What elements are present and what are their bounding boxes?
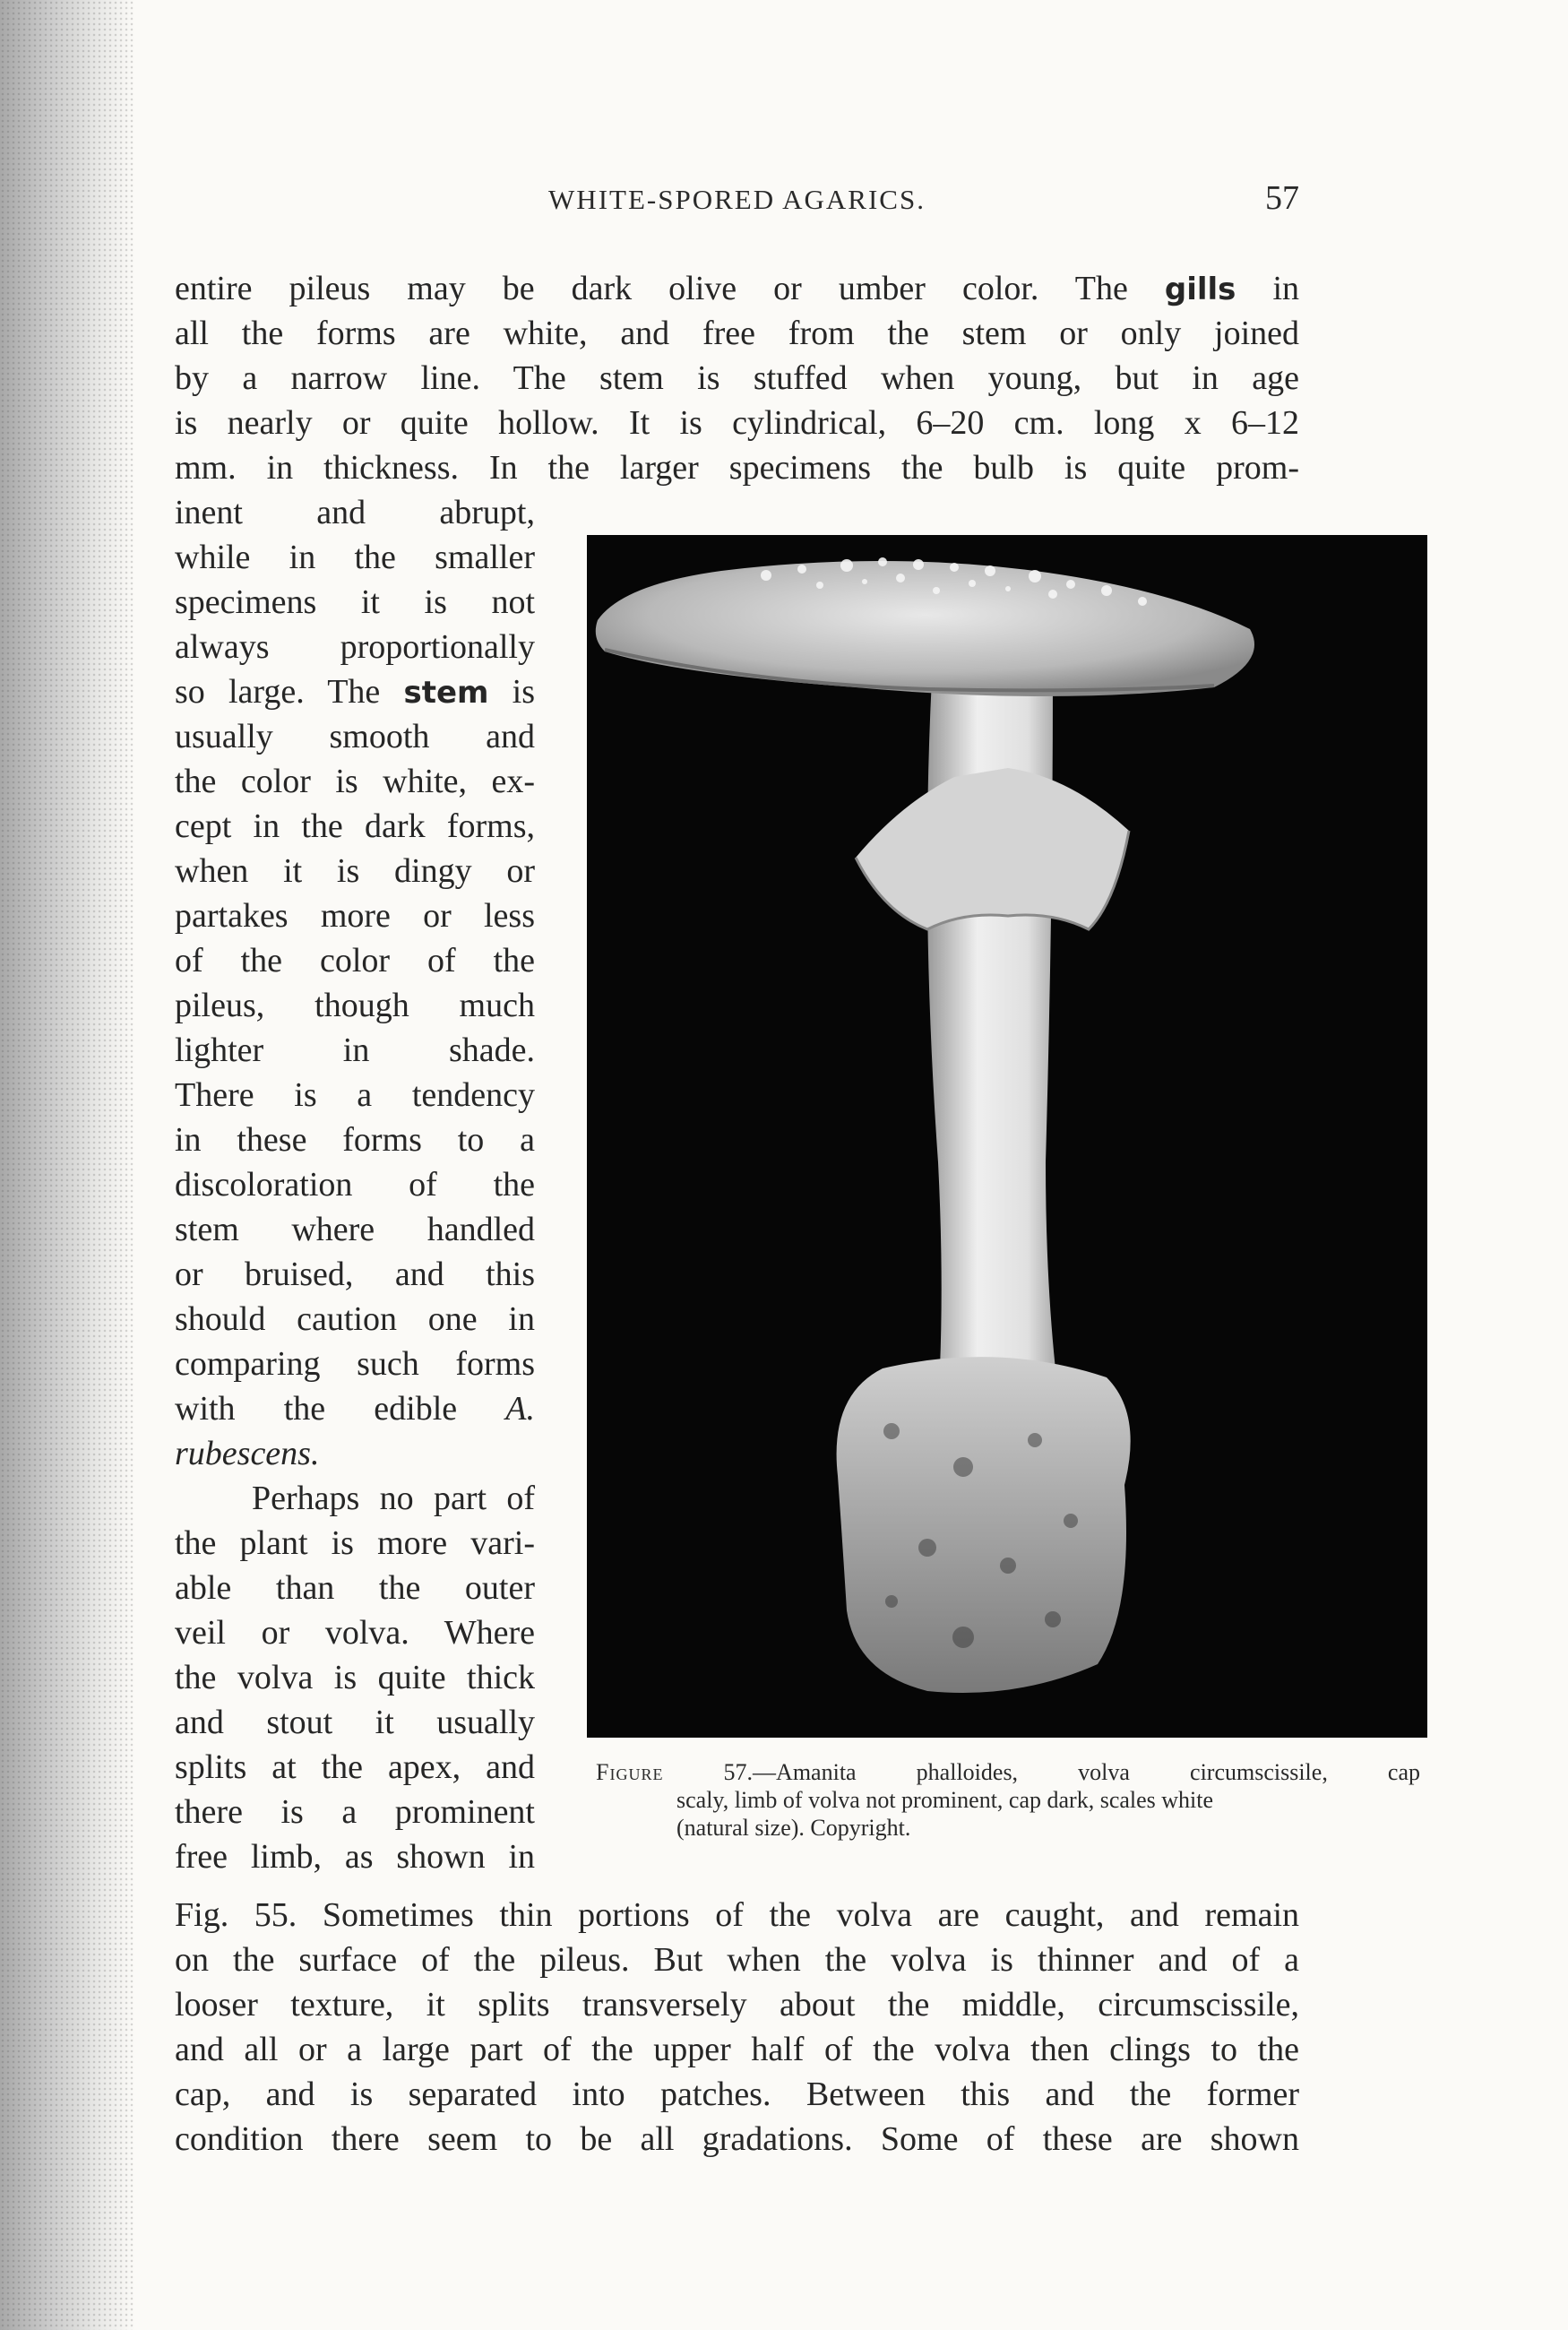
caption-line: (natural size). Copyright. bbox=[676, 1815, 911, 1841]
text-run: is bbox=[488, 673, 535, 711]
column-line: in these forms to a bbox=[175, 1121, 535, 1159]
column-line: the volva is quite thick bbox=[175, 1659, 535, 1696]
figure-57-photograph bbox=[587, 535, 1427, 1738]
caption-line bbox=[596, 1758, 1420, 1786]
text-run: in bbox=[1236, 270, 1299, 307]
mushroom-illustration bbox=[587, 535, 1427, 1738]
column-line: the plant is more vari- bbox=[175, 1524, 535, 1562]
column-line: or bruised, and this bbox=[175, 1256, 535, 1293]
column-line: of the color of the bbox=[175, 942, 535, 979]
column-line: cept in the dark forms, bbox=[175, 807, 535, 845]
caption-line: scaly, limb of volva not prominent, cap dark, scales white bbox=[676, 1787, 1214, 1813]
paragraph-start-line: Perhaps no part of bbox=[252, 1480, 535, 1517]
scanned-page-edge bbox=[0, 0, 134, 2330]
column-line: inent and abrupt, bbox=[175, 494, 535, 531]
caption-label: Figure bbox=[596, 1759, 664, 1785]
body-line: on the surface of the pileus. But when the volva is thinner and of a bbox=[175, 1941, 1299, 1979]
page-number: 57 bbox=[1265, 179, 1299, 217]
body-line: cap, and is separated into patches. Between this and the former bbox=[175, 2075, 1299, 2113]
column-line: veil or volva. Where bbox=[175, 1614, 535, 1652]
bold-term-gills: gills bbox=[1164, 272, 1236, 307]
body-line: Fig. 55. Sometimes thin portions of the volva are caught, and remain bbox=[175, 1896, 1299, 1934]
column-line: there is a prominent bbox=[175, 1793, 535, 1831]
text-run: so large. The bbox=[175, 673, 404, 711]
body-line: by a narrow line. The stem is stuffed when young, but in age bbox=[175, 359, 1299, 397]
body-line: is nearly or quite hollow. It is cylindrical, 6–20 cm. long x 6–12 bbox=[175, 404, 1299, 442]
column-line: lighter in shade. bbox=[175, 1031, 535, 1069]
column-line: the color is white, ex- bbox=[175, 763, 535, 800]
italic-species: rubescens. bbox=[175, 1435, 320, 1472]
column-line: free limb, as shown in bbox=[175, 1838, 535, 1876]
running-head: WHITE-SPORED AGARICS. bbox=[548, 184, 926, 215]
body-line: mm. in thickness. In the larger specimens the bulb is quite prom- bbox=[175, 449, 1299, 487]
column-line bbox=[175, 669, 535, 715]
caption-text: 57.—Amanita phalloides, volva circumscissile, cap bbox=[663, 1759, 1420, 1785]
column-line: when it is dingy or bbox=[175, 852, 535, 890]
body-line bbox=[175, 266, 1299, 312]
column-line: specimens it is not bbox=[175, 583, 535, 621]
column-line: able than the outer bbox=[175, 1569, 535, 1607]
column-line: discoloration of the bbox=[175, 1166, 535, 1204]
column-line: always proportionally bbox=[175, 628, 535, 666]
column-line: stem where handled bbox=[175, 1211, 535, 1248]
column-line: and stout it usually bbox=[175, 1704, 535, 1741]
italic-genus: A. bbox=[505, 1390, 535, 1428]
body-line: and all or a large part of the upper half of the volva then clings to the bbox=[175, 2031, 1299, 2068]
body-line: all the forms are white, and free from the stem or only joined bbox=[175, 315, 1299, 352]
column-line bbox=[175, 1386, 535, 1431]
bold-term-stem: stem bbox=[403, 675, 489, 711]
column-line: There is a tendency bbox=[175, 1076, 535, 1114]
body-line: looser texture, it splits transversely about the middle, circumscissile, bbox=[175, 1986, 1299, 2024]
column-line: should caution one in bbox=[175, 1300, 535, 1338]
column-line: splits at the apex, and bbox=[175, 1748, 535, 1786]
column-line: while in the smaller bbox=[175, 539, 535, 576]
text-run: with the edible bbox=[175, 1390, 506, 1428]
text-run: entire pileus may be dark olive or umber color. The bbox=[175, 270, 1165, 307]
column-line: partakes more or less bbox=[175, 897, 535, 935]
page-header bbox=[175, 175, 1299, 229]
column-line: pileus, though much bbox=[175, 987, 535, 1024]
column-line: comparing such forms bbox=[175, 1345, 535, 1383]
figure-caption bbox=[596, 1758, 1420, 1842]
body-line: condition there seem to be all gradations. Some of these are shown bbox=[175, 2120, 1299, 2158]
column-line: usually smooth and bbox=[175, 718, 535, 755]
column-line bbox=[175, 1431, 535, 1476]
